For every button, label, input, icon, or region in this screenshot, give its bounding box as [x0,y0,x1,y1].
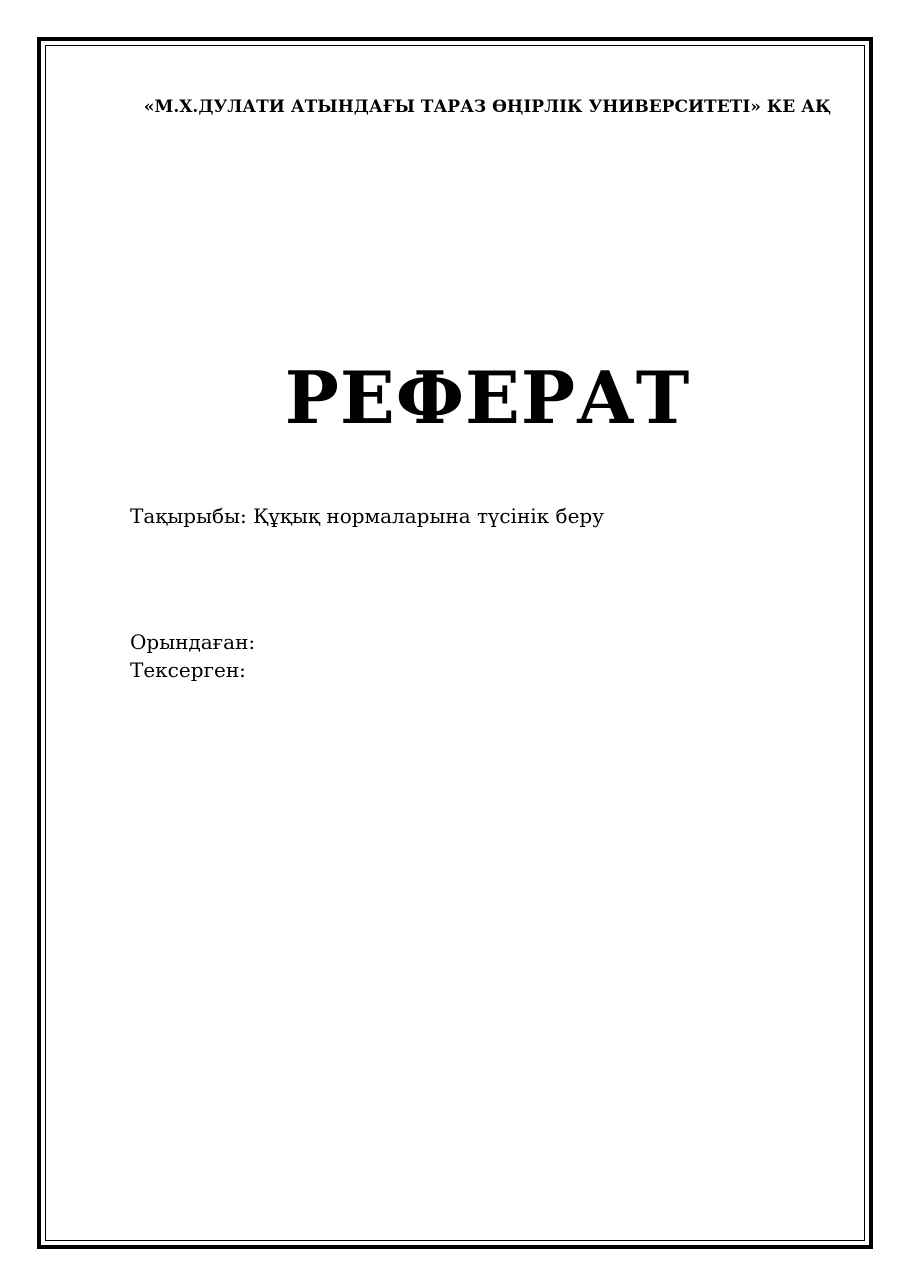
university-name: «М.Х.ДУЛАТИ АТЫНДАҒЫ ТАРАЗ ӨҢІРЛІК УНИВЕРСИТЕТІ» КЕ АҚ [143,97,832,117]
roles-block [130,628,255,684]
document-title: РЕФЕРАТ [284,355,691,440]
topic-line: Тақырыбы: Құқық нормаларына түсінік беру [130,504,604,528]
performed-by-label: Орындаған: [130,630,256,654]
checked-by-label: Тексерген: [130,658,246,682]
